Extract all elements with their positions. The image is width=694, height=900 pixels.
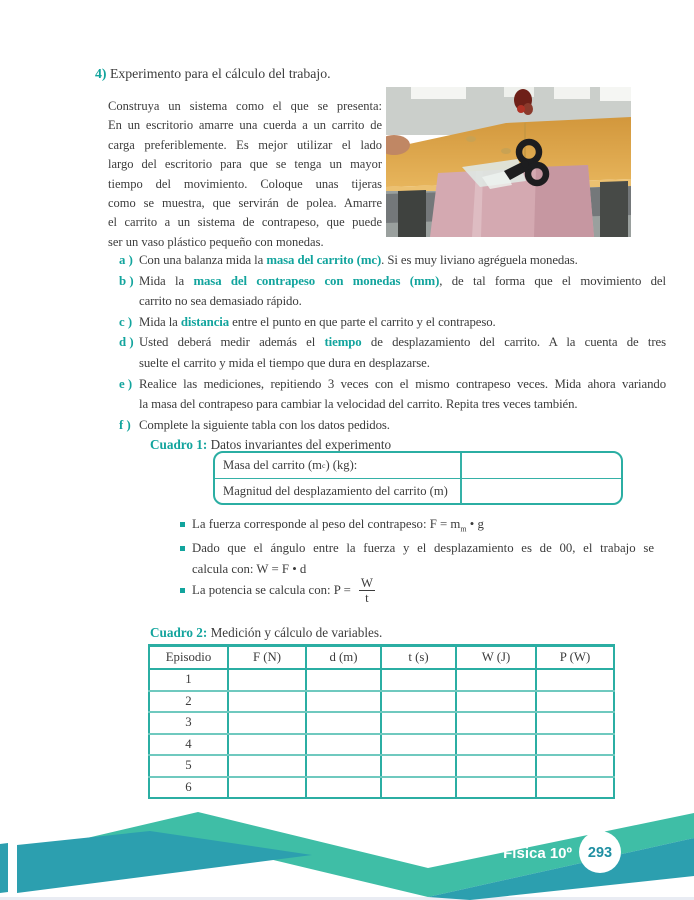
step-line: Realice las mediciones, repitiendo 3 veces con el mismo contrapeso veces. Mida ahora variando bbox=[139, 376, 666, 391]
step-e bbox=[119, 374, 668, 415]
step-line: Con una balanza mida la masa del carrito (mc). Si es muy liviano agréguela monedas. bbox=[139, 253, 578, 267]
empty-cell bbox=[381, 669, 456, 691]
cuadro2-heading bbox=[150, 625, 382, 641]
empty-cell bbox=[228, 734, 306, 756]
step-line: Usted deberá medir además el tiempo de desplazamiento del carrito. A la cuenta de tres bbox=[139, 335, 666, 350]
empty-cell bbox=[536, 691, 614, 713]
cuadro1-answer-cell bbox=[462, 479, 621, 504]
episode-number: 3 bbox=[149, 712, 228, 734]
column-header: d (m) bbox=[306, 646, 381, 670]
photo-desk-leg bbox=[398, 190, 426, 237]
empty-cell bbox=[381, 755, 456, 777]
empty-cell bbox=[456, 712, 536, 734]
cuadro2-label: Cuadro 2: bbox=[150, 625, 208, 640]
intro-line: Construya un sistema como el que se presenta: bbox=[108, 99, 382, 113]
note-text: La fuerza corresponde al peso del contrapeso: $F = m_m$ • g bbox=[192, 517, 484, 534]
empty-cell bbox=[306, 669, 381, 691]
empty-cell bbox=[306, 712, 381, 734]
cuadro2-header-row bbox=[149, 646, 614, 670]
photo-paper bbox=[411, 87, 466, 99]
bullet-icon bbox=[180, 588, 185, 593]
footer-ribbon bbox=[0, 795, 694, 900]
intro-line: carga preferiblemente. Es mejor utilizar el lado bbox=[108, 137, 382, 152]
step-a bbox=[119, 250, 668, 271]
steps-list bbox=[119, 250, 668, 435]
episode-number: 2 bbox=[149, 691, 228, 713]
column-header: P (W) bbox=[536, 646, 614, 670]
empty-cell bbox=[536, 712, 614, 734]
cuadro1-row-label: Magnitud del desplazamiento del carrito (m) bbox=[215, 479, 462, 504]
step-line: suelte el carrito y mida el tiempo que dura en desplazarse. bbox=[139, 355, 430, 370]
intro-line: largo del escritorio para que se tenga un mayor bbox=[108, 157, 382, 172]
step-c bbox=[119, 312, 668, 333]
section-number: 4) bbox=[95, 66, 107, 81]
cuadro1-row bbox=[215, 453, 621, 479]
empty-cell bbox=[456, 734, 536, 756]
note-line: Dado que el ángulo entre la fuerza y el desplazamiento es de 00, el trabajo se bbox=[192, 541, 654, 555]
ribbon-left-sliver bbox=[0, 843, 8, 893]
step-line: carrito no sea demasiado rápido. bbox=[139, 294, 302, 309]
intro-line: el carrito a un sistema de contrapeso, que puede bbox=[108, 215, 382, 230]
empty-cell bbox=[456, 669, 536, 691]
table-row bbox=[149, 669, 614, 691]
step-label: d ) bbox=[119, 335, 134, 350]
empty-cell bbox=[306, 755, 381, 777]
cuadro1-row-label: Masa del carrito (m c ) (kg): bbox=[215, 453, 462, 478]
table-row bbox=[149, 691, 614, 713]
table-row bbox=[149, 712, 614, 734]
step-line: Mida la masa del contrapeso con monedas (mm), de tal forma que el movimiento del bbox=[139, 273, 666, 288]
step-label: a ) bbox=[119, 253, 133, 267]
fraction-denominator: t bbox=[359, 590, 375, 605]
page-number: 293 bbox=[587, 845, 613, 861]
cuadro2-caption: Medición y cálculo de variables. bbox=[207, 625, 383, 640]
empty-cell bbox=[381, 734, 456, 756]
table-row bbox=[149, 755, 614, 777]
section-title: Experimento para el cálculo del trabajo. bbox=[106, 66, 331, 81]
book-title: Física 10º bbox=[503, 845, 572, 862]
empty-cell bbox=[306, 734, 381, 756]
empty-cell bbox=[228, 755, 306, 777]
step-label: f ) bbox=[119, 417, 131, 432]
step-b bbox=[119, 271, 668, 312]
empty-cell bbox=[456, 691, 536, 713]
intro-line: tiempo del movimiento. Coloque unas tijeras bbox=[108, 176, 382, 191]
column-header: t (s) bbox=[381, 646, 456, 670]
intro-paragraph bbox=[108, 97, 382, 252]
step-label: b ) bbox=[119, 273, 134, 288]
empty-cell bbox=[228, 691, 306, 713]
column-header: F (N) bbox=[228, 646, 306, 670]
empty-cell bbox=[228, 712, 306, 734]
experiment-photo bbox=[386, 87, 631, 237]
photo-desk-leg bbox=[600, 181, 628, 237]
bullet-icon bbox=[180, 522, 185, 527]
empty-cell bbox=[536, 669, 614, 691]
step-line: la masa del contrapeso para cambiar la velocidad del carrito. Repita tres veces también. bbox=[139, 397, 578, 412]
bullet-icon bbox=[180, 546, 185, 551]
cuadro1-caption: Datos invariantes del experimento bbox=[207, 437, 392, 452]
empty-cell bbox=[306, 691, 381, 713]
column-header: Episodio bbox=[149, 646, 228, 670]
cuadro2-table bbox=[148, 644, 615, 799]
step-line: Mida la distancia entre el punto en que parte el carrito y el contrapeso. bbox=[139, 314, 496, 329]
intro-line: ser un vaso plástico pequeño con monedas. bbox=[108, 234, 324, 249]
cuadro1-row bbox=[215, 479, 621, 504]
note-force bbox=[180, 514, 654, 540]
empty-cell bbox=[381, 691, 456, 713]
step-line: Complete la siguiente tabla con los datos pedidos. bbox=[139, 417, 390, 432]
photo-paper bbox=[554, 87, 590, 99]
cuadro1-table bbox=[213, 451, 623, 505]
note-text: La potencia se calcula con: P = bbox=[192, 582, 351, 597]
episode-number: 4 bbox=[149, 734, 228, 756]
intro-line: como se muestra, que servirán de polea. Amarre bbox=[108, 196, 382, 211]
episode-number: 5 bbox=[149, 755, 228, 777]
empty-cell bbox=[381, 712, 456, 734]
empty-cell bbox=[536, 755, 614, 777]
note-power bbox=[180, 574, 377, 606]
note-line: calcula con: W = F • d bbox=[192, 562, 307, 576]
column-header: W (J) bbox=[456, 646, 536, 670]
table-row bbox=[149, 734, 614, 756]
step-label: c ) bbox=[119, 314, 133, 329]
cuadro1-answer-cell bbox=[462, 453, 621, 478]
fraction-numerator: W bbox=[360, 575, 373, 590]
step-d bbox=[119, 332, 668, 373]
cuadro1-label: Cuadro 1: bbox=[150, 437, 208, 452]
episode-number: 1 bbox=[149, 669, 228, 691]
empty-cell bbox=[228, 669, 306, 691]
intro-line: En un escritorio amarre una cuerda a un carrito de bbox=[108, 118, 382, 133]
episode-number: 6 bbox=[149, 777, 228, 799]
photo-paper bbox=[600, 87, 631, 101]
section-heading bbox=[95, 66, 331, 82]
empty-cell bbox=[456, 755, 536, 777]
empty-cell bbox=[536, 734, 614, 756]
step-label: e ) bbox=[119, 376, 133, 391]
step-f bbox=[119, 415, 668, 436]
power-fraction bbox=[357, 576, 377, 605]
